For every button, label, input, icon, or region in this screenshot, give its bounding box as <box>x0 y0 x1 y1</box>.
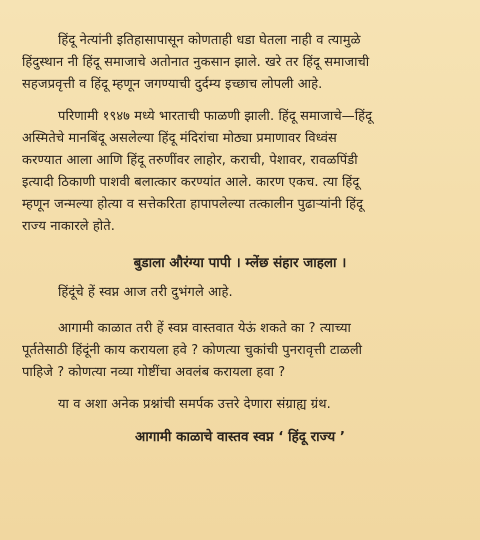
paragraph-book-description: या व अशा अनेक प्रश्नांची समर्पक उत्तरे देणारा संग्राह्य ग्रंथ. <box>58 397 331 412</box>
paragraph-hindu-leaders: हिंदू नेत्यांनी इतिहासापासून कोणताही धडा घेतला नाही व त्यामुळे हिंदुस्थान नी हिंदू समाजाचे अतोनात नुकसान झाले. खरे तर हिंदू समाजाची सहजप्रवृत्ती व हिंदू म्हणून जगण्याची दुर्दम्य इच्छाच लोपली आहे. <box>22 33 370 92</box>
paragraph-questions: आगामी काळात तरी हें स्वप्न वास्तवात येऊं शकते का ? त्याच्या पूर्ततेसाठी हिंदूंनी काय करायला हवे ? कोणत्या चुकांची पुनरावृत्ती टाळली पाहिजे ? कोणत्या नव्या गोष्टींचा अवलंब करायला हवा ? <box>22 321 363 380</box>
closing-line: आगामी काळाचे वास्तव स्वप्न ‘ हिंदू राज्य ’ <box>134 429 346 445</box>
slogan-line: बुडाला औरंग्या पापी । म्लेंछ संहार जाहला । <box>133 255 347 271</box>
paragraph-partition: परिणामी १९४७ मध्ये भारताची फाळणी झाली. हिंदू समाजाचे—हिंदू अस्मितेचे मानबिंदू असलेल्या हिंदू मंदिरांचा मोठ्या प्रमाणावर विध्वंस करण्यात आला आणि हिंदू तरुणींवर लाहोर, कराची, पेशावर, रावळपिंडी इत्यादी ठिकाणी पाशवी बलात्कार करण्यांत आले. कारण एकच. त्या हिंदू म्हणून जन्मल्या होत्या व सत्तेकरिता हापापलेल्या तत्कालीन पुढाऱ्यांनी हिंदू राज्य नाकारले होते. <box>22 109 373 234</box>
paragraph-dream-broken: हिंदूंचे हें स्वप्न आज तरी दुभंगले आहे. <box>58 285 233 300</box>
